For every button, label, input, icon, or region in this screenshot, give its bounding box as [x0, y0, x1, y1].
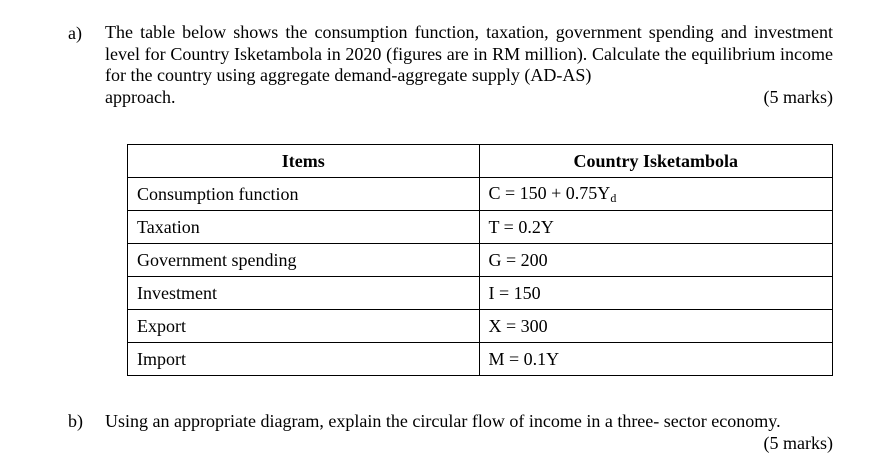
header-items: Items: [128, 145, 480, 178]
row-item: Import: [128, 343, 480, 376]
question-a-marks: (5 marks): [763, 86, 833, 107]
table-row: [128, 310, 833, 343]
table-row: [128, 277, 833, 310]
row-value: T = 0.2Y: [479, 211, 833, 244]
row-value: G = 200: [479, 244, 833, 277]
row-item: Taxation: [128, 211, 480, 244]
row-value: [479, 178, 833, 211]
table-header-row: [128, 145, 833, 178]
question-b-body: Using an appropriate diagram, explain the circular flow of income in a three- sector economy.: [105, 411, 781, 431]
question-b-text: [105, 410, 833, 454]
table-row: [128, 178, 833, 211]
row-item: Export: [128, 310, 480, 343]
question-a-text: [105, 22, 833, 108]
question-a-body: The table below shows the consumption function, taxation, government spending and investment level for Country Isketambola in 2020 (figures are in RM million). Calculate the equilibrium income for the country using aggregate demand-aggregate supply (AD-AS): [105, 22, 833, 85]
question-a-label: a): [68, 23, 82, 43]
table-row: [128, 211, 833, 244]
consumption-value: C = 150 + 0.75Y: [488, 182, 611, 203]
disposable-subscript: d: [610, 190, 617, 205]
question-a-last-word: approach.: [105, 86, 176, 107]
row-item: Consumption function: [128, 178, 480, 211]
row-value: X = 300: [479, 310, 833, 343]
header-country: Country Isketambola: [479, 145, 833, 178]
row-value: M = 0.1Y: [479, 343, 833, 376]
row-item: Investment: [128, 277, 480, 310]
row-value: I = 150: [479, 277, 833, 310]
question-a-last-line: [105, 87, 833, 109]
table-row: [128, 244, 833, 277]
question-b-label: b): [68, 411, 83, 431]
data-table: [127, 144, 833, 376]
row-item: Government spending: [128, 244, 480, 277]
question-b-marks: (5 marks): [763, 433, 833, 453]
table-row: [128, 343, 833, 376]
